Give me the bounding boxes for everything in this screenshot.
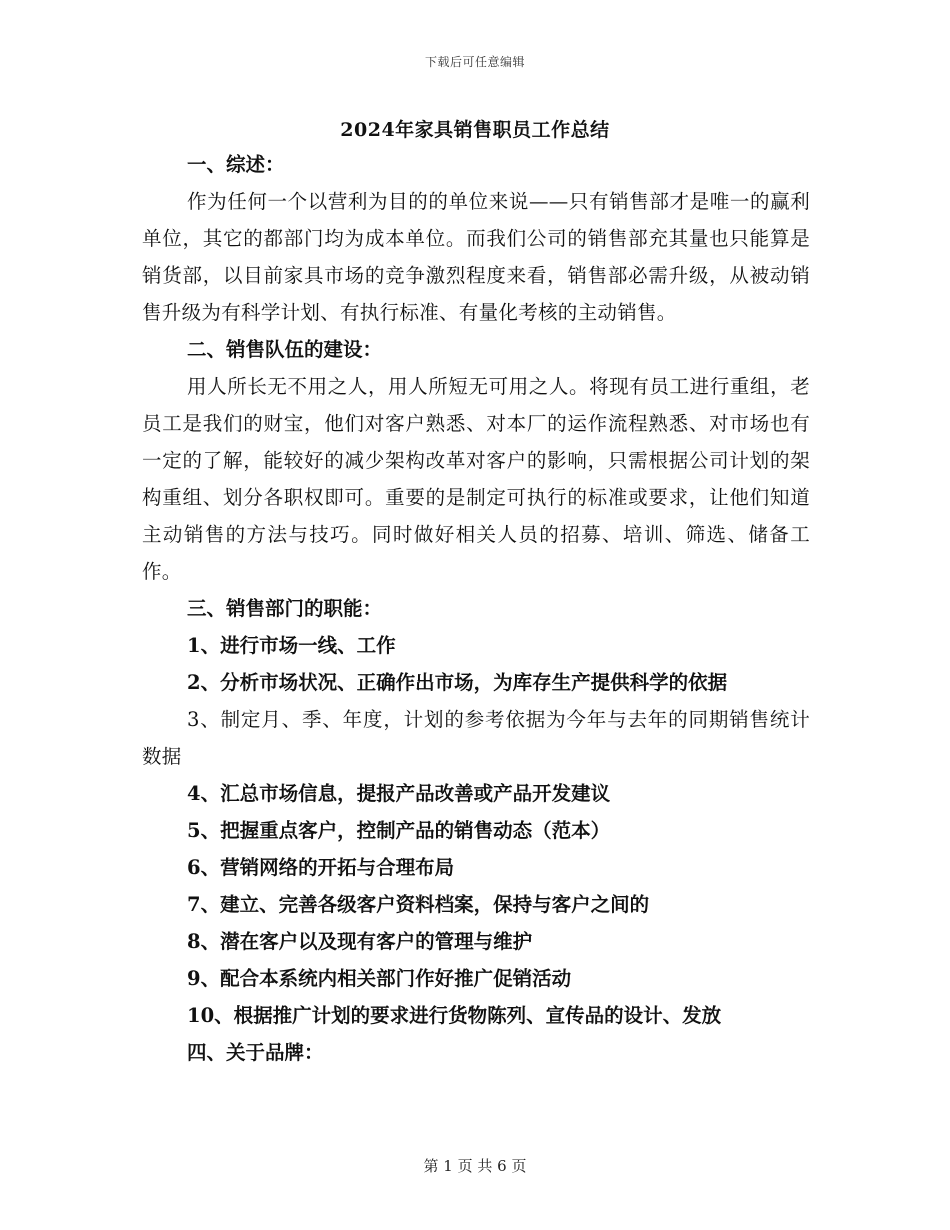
list-item: 5、把握重点客户，控制产品的销售动态（范本） <box>187 819 611 842</box>
list-item: 2、分析市场状况、正确作出市场，为库存生产提供科学的依据 <box>187 671 728 694</box>
section-heading-overview: 一、综述： <box>187 153 285 176</box>
list-item: 7、建立、完善各级客户资料档案，保持与客户之间的 <box>187 893 650 916</box>
document-body <box>142 146 810 1071</box>
section-heading-team: 二、销售队伍的建设： <box>187 338 383 361</box>
list-item: 8、潜在客户以及现有客户的管理与维护 <box>187 930 533 953</box>
document-title: 2024年家具销售职员工作总结 <box>340 119 610 141</box>
list-item: 1、进行市场一线、工作 <box>187 634 396 657</box>
section-heading-brand: 四、关于品牌： <box>187 1041 324 1064</box>
section-heading-functions: 三、销售部门的职能： <box>187 597 383 620</box>
list-item: 3、制定月、季、年度，计划的参考依据为今年与去年的同期销售统计数据 <box>142 708 810 768</box>
list-item: 10、根据推广计划的要求进行货物陈列、宣传品的设计、发放 <box>187 1004 722 1027</box>
page-indicator: 第 1 页 共 6 页 <box>423 1157 527 1175</box>
paragraph-team: 用人所长无不用之人，用人所短无可用之人。将现有员工进行重组，老员工是我们的财宝，他们对客户熟悉、对本厂的运作流程熟悉、对市场也有一定的了解，能较好的减少架构改革对客户的影响，只需根据公司计划的架构重组、划分各职权即可。重要的是制定可执行的标准或要求，让他们知道主动销售的方法与技巧。同时做好相关人员的招募、培训、筛选、储备工作。 <box>142 375 810 583</box>
list-item: 9、配合本系统内相关部门作好推广促销活动 <box>187 967 572 990</box>
paragraph-overview: 作为任何一个以营利为目的的单位来说——只有销售部才是唯一的赢利单位，其它的都部门均为成本单位。而我们公司的销售部充其量也只能算是销货部，以目前家具市场的竞争激烈程度来看，销售部必需升级，从被动销售升级为有科学计划、有执行标准、有量化考核的主动销售。 <box>142 190 810 324</box>
list-item: 6、营销网络的开拓与合理布局 <box>187 856 455 879</box>
list-item: 4、汇总市场信息，提报产品改善或产品开发建议 <box>187 782 611 805</box>
header-note: 下载后可任意编辑 <box>424 55 525 69</box>
